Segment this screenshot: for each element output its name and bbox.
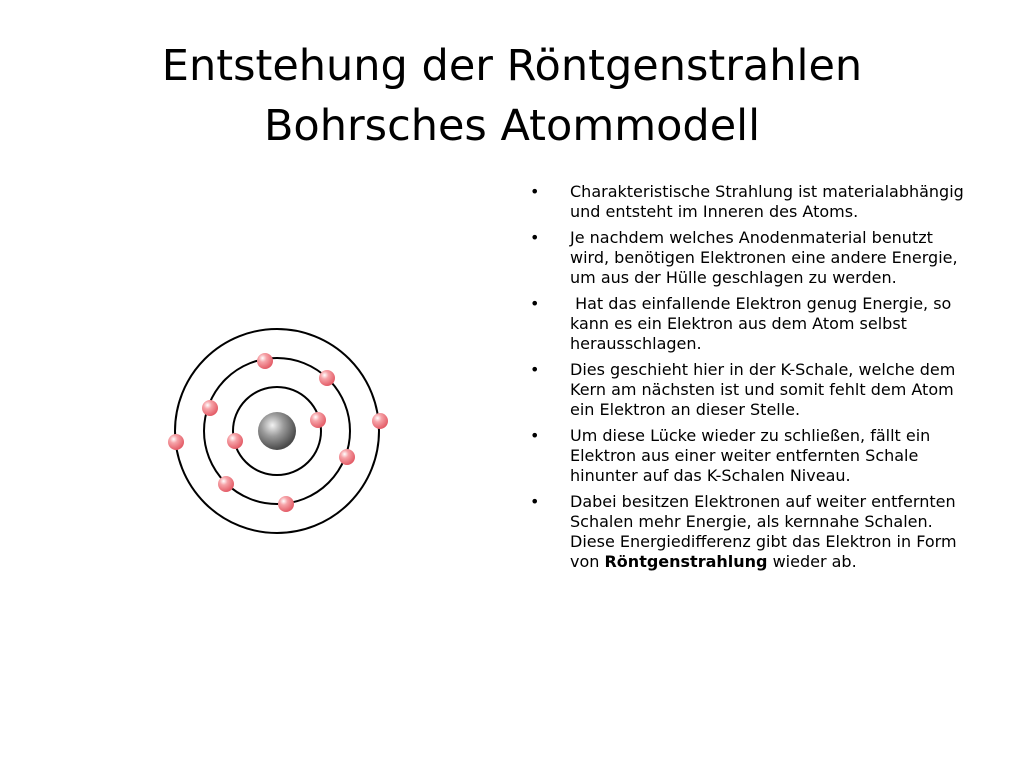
title-line-1: Entstehung der Röntgenstrahlen [161,41,863,91]
electron [257,353,273,369]
bullet-item [530,360,970,420]
bullet-text-before: Dabei besitzen Elektronen auf weiter entfernten Schalen mehr Energie, als kernnahe Schalen. Diese Energiedifferenz gibt das Elektron in Form von [570,492,957,571]
electron [202,400,218,416]
bullet-item [530,228,970,288]
title-line-2: Bohrsches Atommodell [263,101,761,151]
nucleus [258,412,296,450]
bullet-text [570,492,957,571]
bullet-item [530,492,970,572]
bullet-text: Um diese Lücke wieder zu schließen, fällt ein Elektron aus einer weiter entfernten Schale hinunter auf das K-Schalen Niveau. [570,426,931,485]
electron [218,476,234,492]
bohr-atom-diagram [160,318,400,548]
electron [227,433,243,449]
bullet-marker: • [530,426,540,445]
bullet-marker: • [530,360,540,379]
bullet-item [530,182,970,222]
bullet-marker: • [530,294,540,313]
slide-title [40,36,984,156]
electron [339,449,355,465]
bullet-item [530,294,970,354]
bullet-item [530,426,970,486]
electron [319,370,335,386]
electron [168,434,184,450]
bullet-marker: • [530,182,540,201]
electron [372,413,388,429]
bullet-text: Je nachdem welches Anodenmaterial benutzt wird, benötigen Elektronen eine andere Energie, um aus der Hülle geschlagen zu werden. [570,228,958,287]
bullet-text: Hat das einfallende Elektron genug Energie, so kann es ein Elektron aus dem Atom selbst herausschlagen. [570,294,957,353]
electron [278,496,294,512]
bullet-text: Charakteristische Strahlung ist materialabhängig und entsteht im Inneren des Atoms. [570,182,964,221]
bullet-marker: • [530,228,540,247]
bullet-text: Dies geschieht hier in der K-Schale, welche dem Kern am nächsten ist und somit fehlt dem Atom ein Elektron an dieser Stelle. [570,360,956,419]
bullet-text-bold: Röntgenstrahlung [604,552,768,571]
bullet-marker: • [530,492,540,511]
bullet-text-after: wieder ab. [767,552,857,571]
electron [310,412,326,428]
bullet-list [530,182,970,578]
